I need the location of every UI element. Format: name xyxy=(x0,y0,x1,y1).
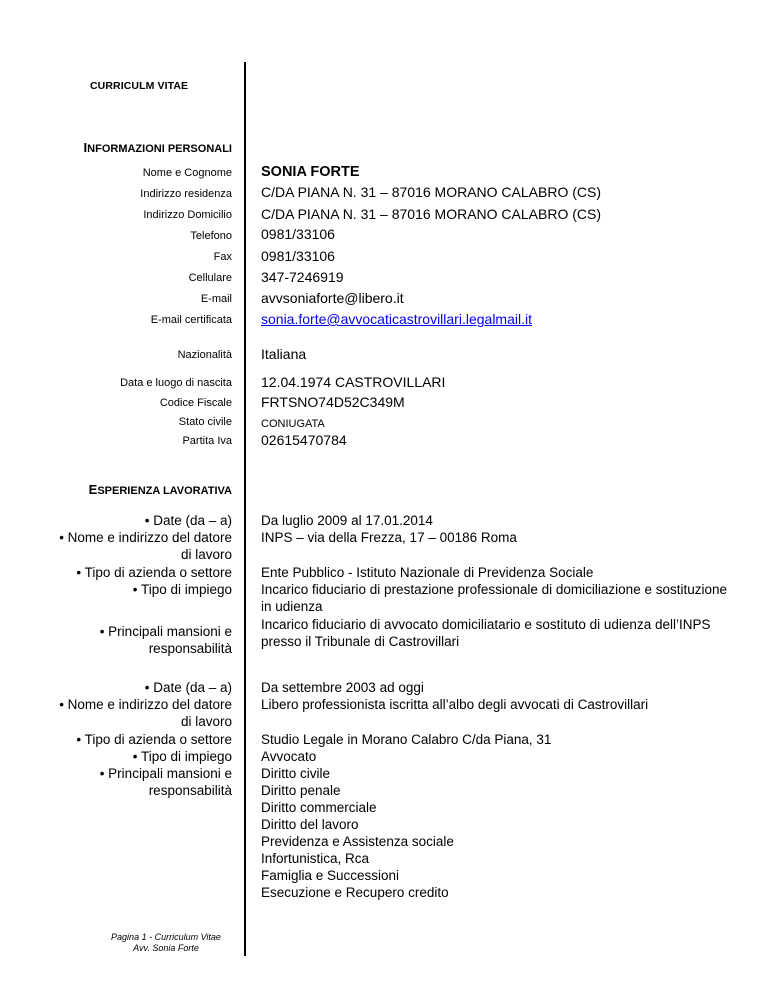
label-tax-code: Codice Fiscale xyxy=(159,397,232,409)
value-fax: 0981/33106 xyxy=(261,248,335,264)
entry2-employer: Libero professionista iscritta all’albo degli avvocati di Castrovillari xyxy=(261,697,649,712)
duty-item: Previdenza e Assistenza sociale xyxy=(261,834,454,849)
value-marital-status: CONIUGATA xyxy=(261,418,325,430)
section-title-personal: INFORMAZIONI PERSONALI xyxy=(83,140,232,155)
document-title: CURRICULM VITAE xyxy=(90,80,189,92)
entry1-type: Incarico fiduciario di prestazione professionale di domiciliazione e sostituzione in udienza xyxy=(261,582,728,614)
label-pec: E-mail certificata xyxy=(150,314,232,326)
entry2-label-sector: • Tipo di azienda o settore xyxy=(76,732,232,747)
label-fax: Fax xyxy=(213,251,232,263)
entry2-sector: Studio Legale in Morano Calabro C/da Piana, 31 xyxy=(261,732,552,747)
label-name: Nome e Cognome xyxy=(142,167,232,179)
entry1-label-date: • Date (da – a) xyxy=(144,513,232,528)
value-tax-code: FRTSNO74D52C349M xyxy=(261,394,405,410)
entry1-label-type: • Tipo di impiego xyxy=(132,582,232,597)
label-vat: Partita Iva xyxy=(182,435,232,447)
label-residence: Indirizzo residenza xyxy=(140,188,232,200)
label-phone: Telefono xyxy=(190,230,232,242)
label-birth: Data e luogo di nascita xyxy=(120,377,232,389)
duty-item: Infortunistica, Rca xyxy=(261,851,370,866)
duty-item: Diritto commerciale xyxy=(261,800,377,815)
entry2-label-date: • Date (da – a) xyxy=(144,680,232,695)
entry2-duties-list xyxy=(261,765,731,901)
value-birth: 12.04.1974 CASTROVILLARI xyxy=(261,374,446,390)
value-nationality: Italiana xyxy=(261,346,307,362)
entry1-date: Da luglio 2009 al 17.01.2014 xyxy=(261,513,433,528)
entry1-sector: Ente Pubblico - Istituto Nazionale di Previdenza Sociale xyxy=(261,565,594,580)
label-domicile: Indirizzo Domicilio xyxy=(143,209,232,221)
entry1-label-duties: • Principali mansioni e responsabilità xyxy=(99,624,232,656)
entry2-label-employer: • Nome e indirizzo del datore di lavoro xyxy=(59,697,232,729)
label-email: E-mail xyxy=(200,293,232,305)
entry1-label-sector: • Tipo di azienda o settore xyxy=(76,565,232,580)
label-mobile: Cellulare xyxy=(188,272,232,284)
duty-item: Diritto penale xyxy=(261,783,341,798)
value-phone: 0981/33106 xyxy=(261,226,335,242)
value-vat: 02615470784 xyxy=(261,432,347,448)
entry1-label-employer: • Nome e indirizzo del datore di lavoro xyxy=(59,530,232,562)
duty-item: Diritto civile xyxy=(261,766,331,781)
duty-item: Diritto del lavoro xyxy=(261,817,359,832)
pec-email-link[interactable]: sonia.forte@avvocaticastrovillari.legalmail.it xyxy=(261,311,532,327)
value-name: SONIA FORTE xyxy=(261,164,360,180)
entry1-employer: INPS – via della Frezza, 17 – 00186 Roma xyxy=(261,530,517,545)
entry1-duties: Incarico fiduciario di avvocato domiciliatario e sostituto di udienza dell’INPS presso il Tribunale di Castrovillari xyxy=(261,617,711,649)
duty-item: Famiglia e Successioni xyxy=(261,868,400,883)
value-residence: C/DA PIANA N. 31 – 87016 MORANO CALABRO (CS) xyxy=(261,184,602,200)
entry2-label-duties: • Principali mansioni e responsabilità xyxy=(99,766,232,798)
value-email: avvsoniaforte@libero.it xyxy=(261,290,404,306)
entry2-date: Da settembre 2003 ad oggi xyxy=(261,680,424,695)
label-nationality: Nazionalità xyxy=(177,349,232,361)
vertical-divider xyxy=(244,62,246,956)
section-title-experience: ESPERIENZA LAVORATIVA xyxy=(88,482,232,497)
label-marital-status: Stato civile xyxy=(178,416,232,428)
value-mobile: 347-7246919 xyxy=(261,269,344,285)
duty-item: Esecuzione e Recupero credito xyxy=(261,885,449,900)
page-footer: Pagina 1 - Curriculum Vitae Avv. Sonia Forte xyxy=(111,932,221,953)
entry2-type: Avvocato xyxy=(261,749,317,764)
entry2-label-type: • Tipo di impiego xyxy=(132,749,232,764)
value-domicile: C/DA PIANA N. 31 – 87016 MORANO CALABRO (CS) xyxy=(261,206,602,222)
